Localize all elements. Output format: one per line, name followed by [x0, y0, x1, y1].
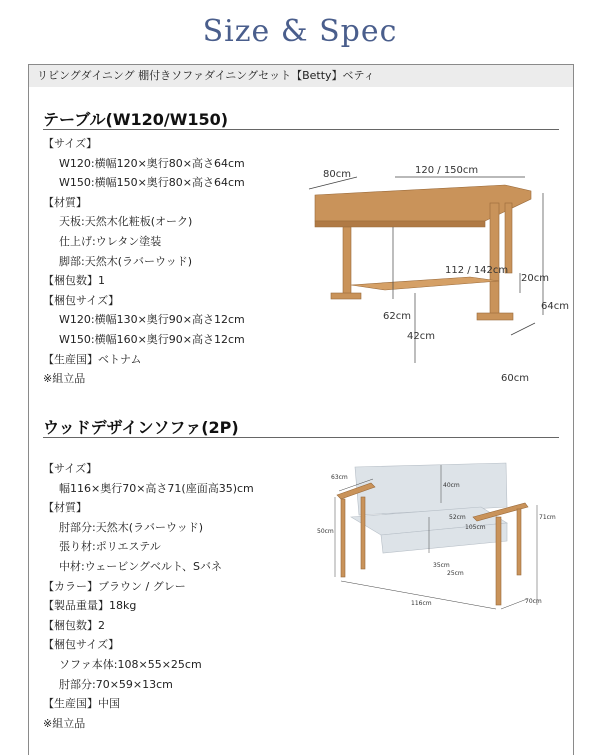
dim-seat-width: 105cm	[465, 524, 486, 531]
dim-seat-depth: 52cm	[449, 514, 466, 521]
spec-line: 【材質】	[43, 195, 87, 209]
dim-width: 116cm	[411, 600, 432, 607]
spec-line: 脚部:天然木(ラバーウッド)	[59, 254, 193, 268]
dim-back-height: 40cm	[443, 482, 460, 489]
spec-line: W120:横幅130×奥行90×高さ12cm	[59, 313, 245, 327]
page-title: Size & Spec	[202, 14, 398, 49]
spec-frame	[28, 64, 574, 755]
spec-line: 仕上げ:ウレタン塗装	[59, 234, 162, 248]
spec-line: 張り材:ポリエステル	[59, 540, 161, 554]
spec-line: ※組立品	[43, 372, 86, 386]
spec-line: 肘部分:70×59×13cm	[59, 677, 173, 691]
spec-line: ※組立品	[43, 716, 86, 730]
spec-line: 【生産国】中国	[43, 697, 120, 711]
dim-arm-depth: 63cm	[331, 474, 348, 481]
dim-shelf-height: 42cm	[407, 331, 435, 342]
spec-line: 【生産国】ベトナム	[43, 352, 142, 366]
spec-line: W150:横幅160×奥行90×高さ12cm	[59, 332, 245, 346]
dim-seat-height: 35cm	[433, 562, 450, 569]
table-heading-rule	[43, 129, 559, 130]
spec-line: 【梱包数】2	[43, 618, 105, 632]
spec-line: ソファ本体:108×55×25cm	[59, 657, 202, 671]
table-spec-list	[43, 134, 245, 389]
spec-line: 【サイズ】	[43, 462, 98, 475]
spec-line: W150:横幅150×奥行80×高さ64cm	[59, 176, 245, 190]
spec-line: 【カラー】ブラウン / グレー	[43, 579, 186, 593]
spec-line: 【梱包サイズ】	[43, 638, 120, 652]
dim-depth: 70cm	[525, 598, 542, 605]
spec-line: 【材質】	[43, 501, 87, 515]
spec-line: 【梱包サイズ】	[43, 293, 120, 307]
product-header: リビングダイニング 棚付きソファダイニングセット【Betty】ベティ	[29, 65, 573, 87]
sofa-diagram	[311, 457, 556, 617]
dim-leg-height: 25cm	[447, 570, 464, 577]
dim-clearance: 62cm	[383, 311, 411, 322]
spec-line: 幅116×奥行70×高さ71(座面高35)cm	[59, 481, 254, 495]
sofa-heading: ウッドデザインソファ(2P)	[43, 418, 239, 437]
table-diagram	[295, 163, 569, 384]
dim-width: 120 / 150cm	[415, 165, 479, 176]
dim-total-height: 64cm	[541, 301, 569, 312]
spec-line: 【梱包数】1	[43, 274, 105, 288]
table-shelf	[351, 277, 499, 290]
sofa-spec-list	[43, 459, 254, 733]
dim-arm-height: 50cm	[317, 528, 334, 535]
sofa-backrest	[355, 463, 507, 515]
dim-total-height: 71cm	[539, 514, 556, 521]
dim-shelf-gap: 20cm	[521, 273, 549, 284]
spec-line: 肘部分:天然木(ラバーウッド)	[59, 520, 204, 534]
dim-depth: 80cm	[323, 169, 351, 180]
spec-line: 【サイズ】	[43, 137, 98, 150]
table-heading: テーブル(W120/W150)	[43, 110, 229, 129]
spec-line: W120:横幅120×奥行80×高さ64cm	[59, 156, 245, 170]
table-leg-right	[490, 203, 499, 318]
table-leg-left	[343, 227, 351, 297]
dim-leg-depth: 60cm	[501, 373, 529, 384]
sofa-heading-rule	[43, 437, 559, 438]
spec-line: 【製品重量】18kg	[43, 599, 137, 613]
dim-shelf-width: 112 / 142cm	[445, 265, 509, 276]
spec-line: 天板:天然木化粧板(オーク)	[59, 215, 193, 229]
spec-line: 中材:ウェービングベルト、Sバネ	[59, 559, 223, 573]
